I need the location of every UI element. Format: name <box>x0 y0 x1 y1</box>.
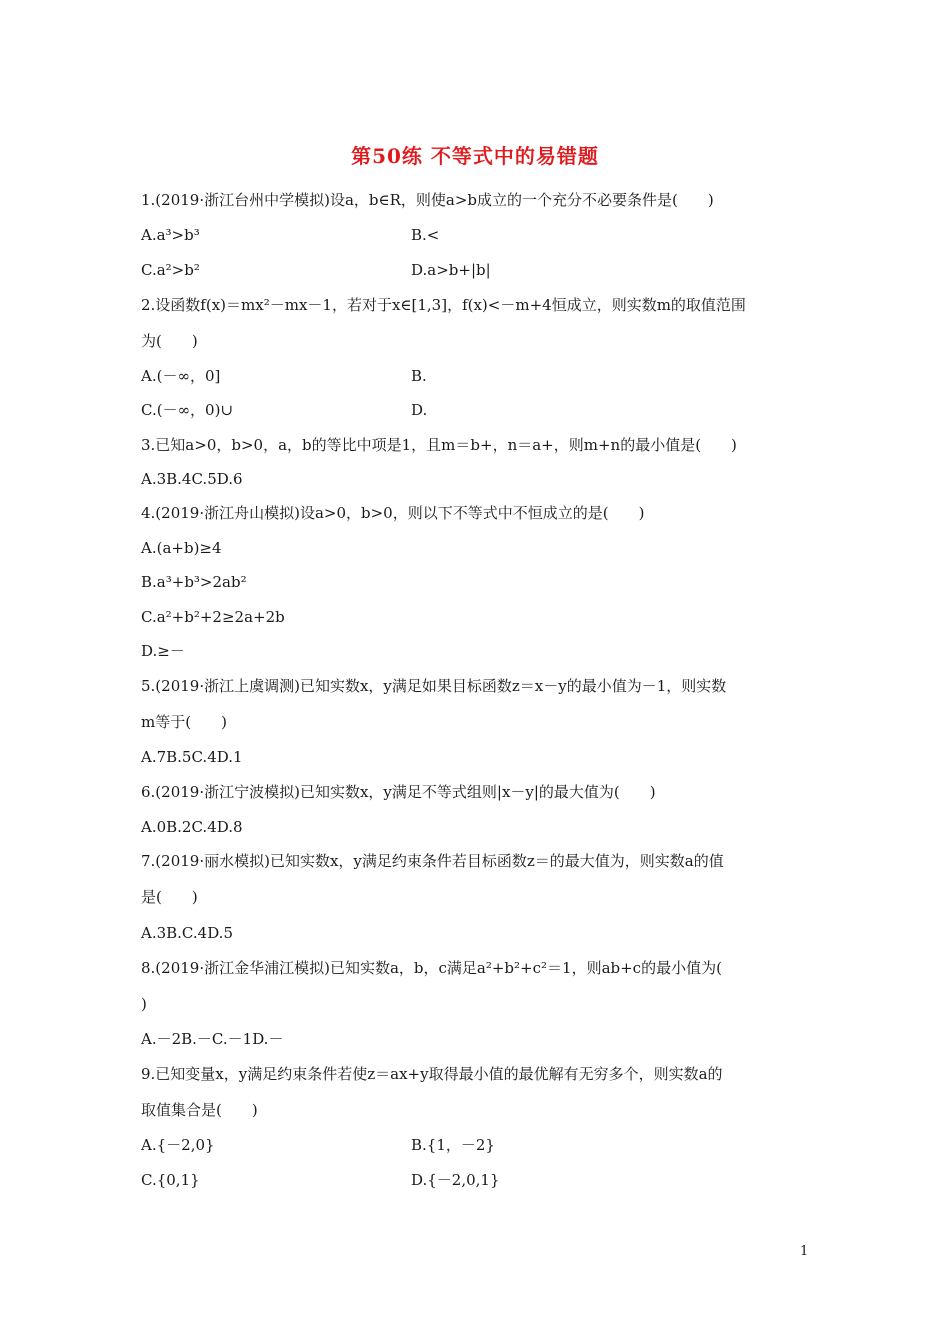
question-4-option-b: B.a³+b³>2ab² <box>141 573 247 591</box>
question-4-stem: 4.(2019·浙江舟山模拟)设a>0，b>0，则以下不等式中不恒成立的是( ) <box>141 504 645 522</box>
question-4-option-a: A.(a+b)≥4 <box>141 539 222 557</box>
question-7-options: A.3B.C.4D.5 <box>141 924 233 942</box>
question-8-options: A.－2B.－C.－1D.－ <box>141 1030 284 1048</box>
question-4-option-c: C.a²+b²+2≥2a+2b <box>141 608 285 626</box>
question-9-stem-line-1: 9.已知变量x，y满足约束条件若使z＝ax+y取得最小值的最优解有无穷多个，则实数a的 <box>141 1065 723 1083</box>
question-2-option-b: B. <box>411 367 427 385</box>
question-6-stem: 6.(2019·浙江宁波模拟)已知实数x，y满足不等式组则|x－y|的最大值为( ) <box>141 783 656 801</box>
question-2-stem-line-1: 2.设函数f(x)＝mx²－mx－1，若对于x∈[1,3]，f(x)<－m+4恒成立，则实数m的取值范围 <box>141 296 746 314</box>
question-4-option-d: D.≥－ <box>141 642 185 660</box>
question-1-option-c: C.a²>b² <box>141 261 200 279</box>
question-9-option-c: C.{0,1} <box>141 1171 200 1189</box>
question-7-stem-line-2: 是( ) <box>141 888 198 906</box>
question-2-option-c: C.(－∞，0)∪ <box>141 401 234 419</box>
question-8-stem-line-1: 8.(2019·浙江金华浦江模拟)已知实数a，b，c满足a²+b²+c²＝1，则ab+c的最小值为( <box>141 959 722 977</box>
question-3-options: A.3B.4C.5D.6 <box>141 470 243 488</box>
question-1-option-a: A.a³>b³ <box>141 226 200 244</box>
question-1-stem: 1.(2019·浙江台州中学模拟)设a，b∈R，则使a>b成立的一个充分不必要条件是( ) <box>141 191 714 209</box>
page-number: 1 <box>800 1244 809 1259</box>
question-1-option-d: D.a>b+|b| <box>411 261 491 279</box>
question-9-option-a: A.{－2,0} <box>141 1136 215 1154</box>
question-3-stem: 3.已知a>0，b>0，a，b的等比中项是1，且m＝b+，n＝a+，则m+n的最小值是( ) <box>141 436 737 454</box>
question-2-option-d: D. <box>411 401 428 419</box>
question-6-options: A.0B.2C.4D.8 <box>141 818 243 836</box>
question-9-option-b: B.{1，－2} <box>411 1136 495 1154</box>
question-2-option-a: A.(－∞，0] <box>141 367 221 385</box>
question-5-options: A.7B.5C.4D.1 <box>141 748 243 766</box>
question-5-stem-line-1: 5.(2019·浙江上虞调测)已知实数x，y满足如果目标函数z＝x－y的最小值为－1，则实数 <box>141 677 727 695</box>
question-9-stem-line-2: 取值集合是( ) <box>141 1101 258 1119</box>
question-7-stem-line-1: 7.(2019·丽水模拟)已知实数x，y满足约束条件若目标函数z＝的最大值为，则实数a的值 <box>141 852 724 870</box>
question-2-stem-line-2: 为( ) <box>141 332 198 350</box>
question-8-stem-line-2: ) <box>141 995 147 1013</box>
question-5-stem-line-2: m等于( ) <box>141 713 227 731</box>
page-title: 第50练 不等式中的易错题 <box>351 144 599 168</box>
question-9-option-d: D.{－2,0,1} <box>411 1171 500 1189</box>
question-1-option-b: B.< <box>411 226 440 244</box>
